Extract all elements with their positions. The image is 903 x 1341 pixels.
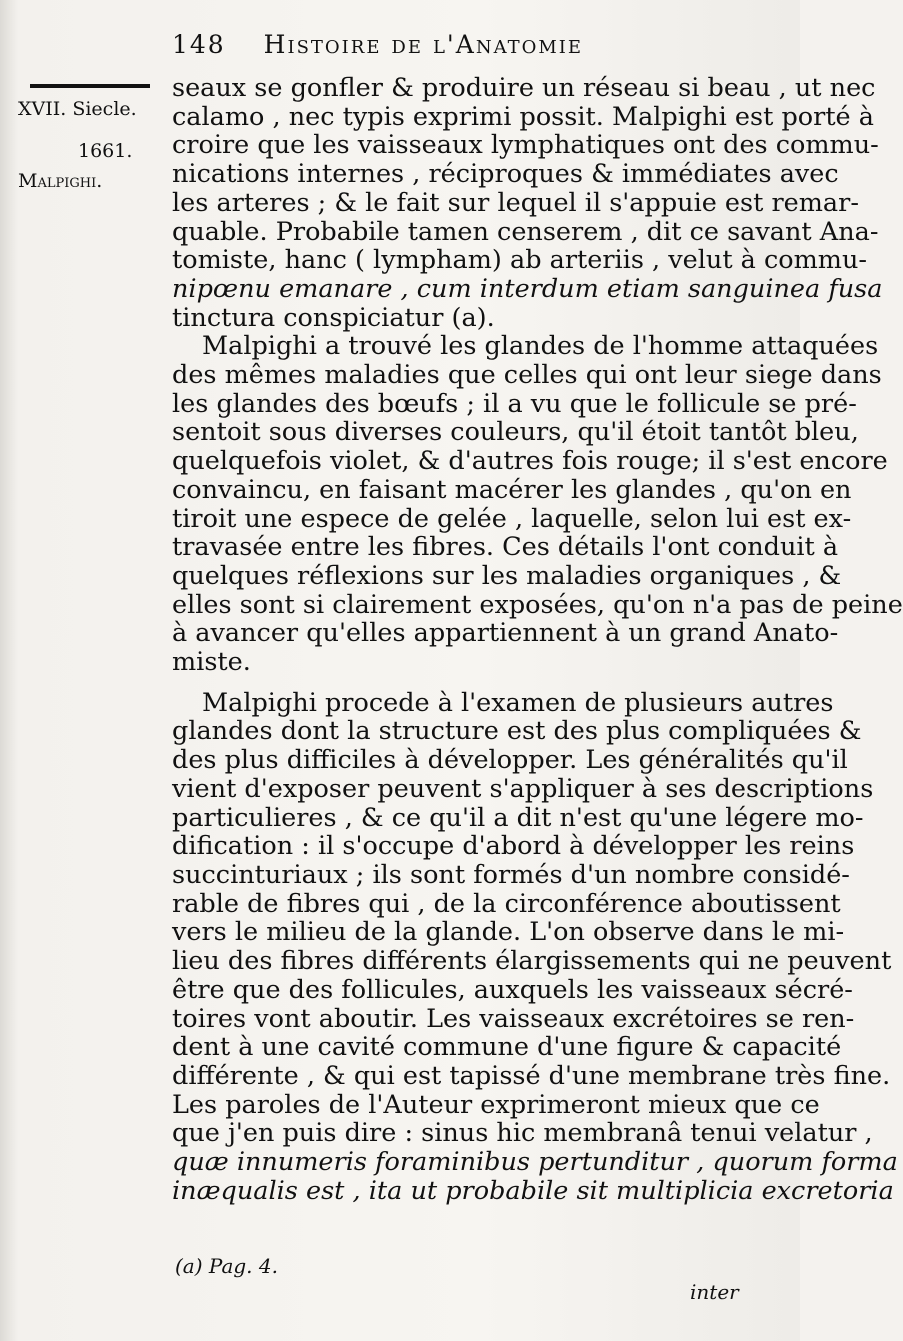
text-line: elles sont si clairement exposées, qu'on n'a pas de peine — [172, 589, 903, 620]
text-line: tomiste, hanc ( lympham) ab arteriis , velut à commu- — [172, 245, 868, 276]
text-line: des mêmes maladies que celles qui ont leur siege dans — [172, 360, 882, 391]
text-line: nipœnu emanare , cum interdum etiam sanguinea fusa — [172, 273, 883, 304]
text-line: les arteres ; & le fait sur lequel il s'appuie est remar- — [172, 187, 859, 218]
text-line: Les paroles de l'Auteur exprimeront mieux que ce — [172, 1089, 820, 1120]
text-line: quable. Probabile tamen censerem , dit ce savant Ana- — [172, 216, 879, 247]
text-line: dent à une cavité commune d'une figure & capacité — [172, 1032, 842, 1063]
text-line: tiroit une espece de gelée , laquelle, selon lui est ex- — [172, 503, 852, 534]
text-line: quæ innumeris foraminibus pertunditur , quorum forma — [172, 1147, 898, 1178]
text-line: être que des follicules, auxquels les vaisseaux sécré- — [172, 974, 853, 1005]
running-header — [172, 30, 752, 59]
margin-year: 1661. — [78, 140, 133, 162]
text-line: miste. — [172, 647, 251, 678]
text-line: que j'en puis dire : sinus hic membranâ tenui velatur , — [172, 1118, 873, 1149]
catchword: inter — [690, 1280, 739, 1304]
text-line: sentoit sous diverses couleurs, qu'il étoit tantôt bleu, — [172, 417, 859, 448]
text-line: toires vont aboutir. Les vaisseaux excrétoires se ren- — [172, 1003, 855, 1034]
text-line: convaincu, en faisant macérer les glandes , qu'on en — [172, 474, 852, 505]
text-line: inæqualis est , ita ut probabile sit multiplicia excretoria — [172, 1175, 894, 1206]
text-line: nications internes , réciproques & immédiates avec — [172, 159, 839, 190]
body-text — [172, 73, 903, 1206]
footnote: (a) Pag. 4. — [175, 1254, 278, 1278]
running-title: Histoire de l'Anatomie — [263, 30, 584, 59]
text-line: quelquefois violet, & d'autres fois rouge; il s'est encore — [172, 446, 888, 477]
text-line: différente , & qui est tapissé d'une membrane très fine. — [172, 1060, 891, 1091]
text-line: rable de fibres qui , de la circonférence aboutissent — [172, 888, 841, 919]
page-number: 148 — [172, 30, 226, 59]
text-line: tinctura conspiciatur (a). — [172, 302, 495, 333]
text-line: calamo , nec typis exprimi possit. Malpighi est porté à — [172, 101, 874, 132]
text-line: lieu des fibres différents élargissements qui ne peuvent — [172, 946, 892, 977]
text-line: vers le milieu de la glande. L'on observe dans le mi- — [172, 917, 845, 948]
margin-author: Malpighi. — [18, 170, 103, 192]
text-line: Malpighi a trouvé les glandes de l'homme attaquées — [202, 331, 879, 362]
margin-rule — [30, 84, 150, 88]
text-line: travasée entre les fibres. Ces détails l'ont conduit à — [172, 532, 839, 563]
text-line: croire que les vaisseaux lymphatiques ont des commu- — [172, 130, 879, 161]
text-line: vient d'exposer peuvent s'appliquer à ses descriptions — [172, 773, 874, 804]
text-line: des plus difficiles à développer. Les généralités qu'il — [172, 745, 848, 776]
text-line: succinturiaux ; ils sont formés d'un nombre considé- — [172, 859, 850, 890]
text-line: seaux se gonfler & produire un réseau si beau , ut nec — [172, 73, 876, 103]
text-line: glandes dont la structure est des plus compliquées & — [172, 716, 862, 747]
text-line: quelques réflexions sur les maladies organiques , & — [172, 560, 842, 591]
text-line: à avancer qu'elles appartiennent à un grand Anato- — [172, 618, 839, 649]
margin-century: XVII. Siecle. — [18, 98, 137, 120]
text-line: Malpighi procede à l'examen de plusieurs autres — [202, 687, 834, 718]
text-line: les glandes des bœufs ; il a vu que le follicule se pré- — [172, 388, 857, 419]
text-line: dification : il s'occupe d'abord à développer les reins — [172, 831, 855, 862]
text-line: particulieres , & ce qu'il a dit n'est qu'une légere mo- — [172, 802, 864, 833]
